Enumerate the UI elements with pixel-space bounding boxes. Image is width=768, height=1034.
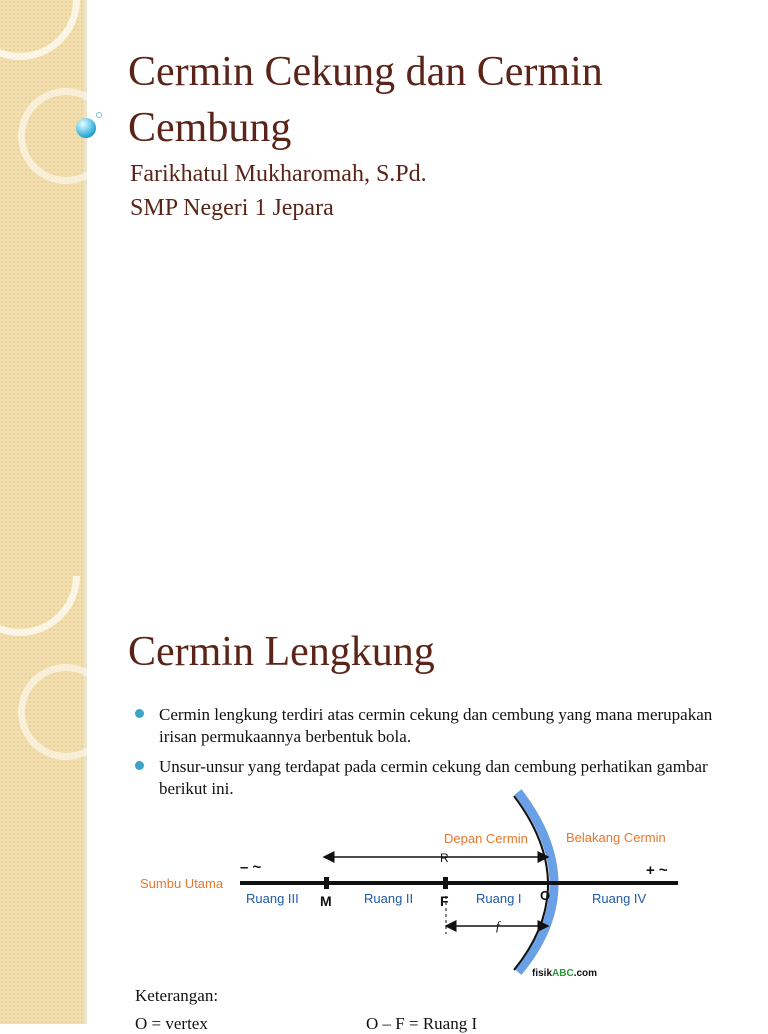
label-ruang-1: Ruang I bbox=[476, 891, 522, 906]
m-point bbox=[324, 877, 329, 889]
label-f: f bbox=[496, 918, 500, 933]
label-o: O bbox=[540, 888, 551, 903]
keterangan-vertex: O = vertex bbox=[135, 1014, 208, 1033]
bullet-dot-icon bbox=[135, 709, 144, 718]
decorative-ring-middle bbox=[18, 88, 114, 184]
school-name: SMP Negeri 1 Jepara bbox=[130, 195, 334, 221]
label-r: R bbox=[440, 851, 449, 865]
list-item bbox=[135, 704, 735, 748]
stripe-edge bbox=[84, 576, 87, 1024]
keterangan-ruang-1: O – F = Ruang I bbox=[366, 1014, 478, 1033]
bullet-text: Unsur-unsur yang terdapat pada cermin cekung dan cembung perhatikan gambar berikut ini. bbox=[159, 757, 708, 798]
bullet-text: Cermin lengkung terdiri atas cermin cekung dan cembung yang mana merupakan irisan permukaannya berbentuk bola. bbox=[159, 705, 713, 746]
decorative-stripe bbox=[0, 0, 86, 576]
label-minus-infinity: – ~ bbox=[240, 859, 262, 876]
mirror-diagram bbox=[136, 788, 696, 984]
label-ruang-3: Ruang III bbox=[246, 891, 299, 906]
f-point bbox=[443, 877, 448, 889]
label-m: M bbox=[320, 893, 332, 909]
slide-title: Cermin Cekung dan Cermin Cembung bbox=[128, 49, 603, 151]
label-depan-cermin: Depan Cermin bbox=[444, 831, 528, 846]
label-sumbu-utama: Sumbu Utama bbox=[140, 876, 224, 891]
label-belakang-cermin: Belakang Cermin bbox=[566, 830, 666, 845]
label-f-point: F bbox=[440, 893, 449, 909]
watermark: fisikABC.com bbox=[532, 968, 598, 979]
small-circle-icon bbox=[96, 112, 102, 118]
bullet-dot-icon bbox=[135, 761, 144, 770]
stripe-edge bbox=[84, 0, 87, 576]
decorative-stripe bbox=[0, 576, 86, 1024]
keterangan-heading: Keterangan: bbox=[135, 986, 219, 1005]
label-ruang-4: Ruang IV bbox=[592, 891, 647, 906]
decorative-ring-middle bbox=[18, 664, 114, 760]
author-name: Farikhatul Mukharomah, S.Pd. bbox=[130, 161, 427, 187]
label-plus-infinity: + ~ bbox=[646, 862, 668, 879]
label-ruang-2: Ruang II bbox=[364, 891, 414, 906]
section-title: Cermin Lengkung bbox=[128, 629, 435, 675]
sphere-bullet-icon bbox=[76, 118, 96, 138]
